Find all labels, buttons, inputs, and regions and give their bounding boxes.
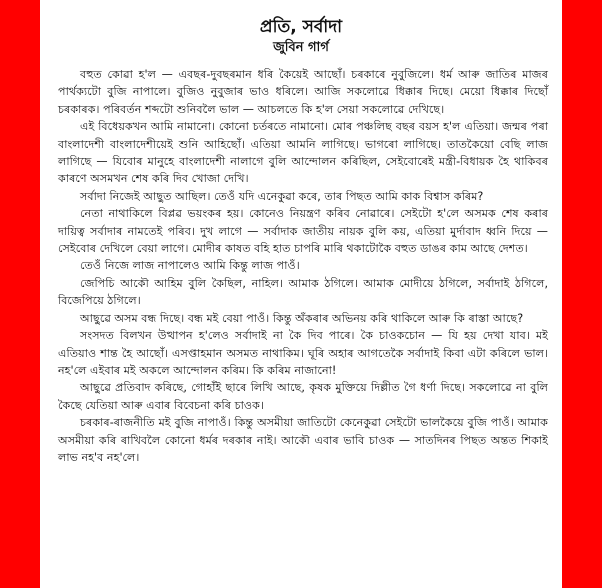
paragraph: বহুত কোৱা হ'ল — এবছৰ-দুবছৰমান ধৰি কৈয়েই আছোঁ। চৰকাৰে নুবুজিলে। ধৰ্ম আৰু জাতিৰ মাজৰ পাৰ্থক্যটো বুজি নাপালে। বুজিও নুবুজাৰ ভাও ধৰিলে। আজি সকলোৱে ধিক্কাৰ দিছে। মেয়ো ধিক্কাৰ দিছোঁ চৰকাৰক। পৰিবৰ্তন শব্দটো শুনিবলৈ ভাল — আচলতে কি হ'ল সেয়া সকলোৱে দেখিছে। bbox=[58, 68, 548, 116]
paragraph: তেওঁ নিজে লাজ নাপালেও আমি কিন্তু লাজ পাওঁ। bbox=[80, 259, 300, 273]
article-page bbox=[40, 0, 562, 588]
paragraph: সৰ্বাদা নিজেই আছুত আছিল। তেওঁ যদি এনেকুৱা কৰে, তাৰ পিছত আমি কাক বিশ্বাস কৰিম? bbox=[80, 189, 484, 203]
paragraph: আছুৱে প্ৰতিবাদ কৰিছে, গোহাঁই ছাৰে লিখি আছে, কৃষক মুক্তিয়ে দিল্লীত গৈ ধৰ্ণা দিছে। সকলোৱে না বুলি কৈছে যেতিয়া আৰু এবাৰ বিবেচনা কৰি চাওক। bbox=[58, 381, 548, 412]
paragraph: চৰকাৰ-ৰাজনীতি মই বুজি নাপাওঁ। কিন্তু অসমীয়া জাতিটো কেনেকুৱা সেইটো ভালকৈয়ে বুজি পাওঁ। আমাক অসমীয়া কৰি ৰাখিবলৈ কোনো ধৰ্মৰ দৰকাৰ নাই। আকৌ এবাৰ ভাবি চাওক — সাতদিনৰ পিছত অন্তত শিকাই লাভ নহ'ব নহ'লে। bbox=[58, 416, 548, 464]
paragraph: নেতা নাথাকিলে বিপ্লৱ ভয়ংকৰ হয়। কোনেও নিয়ন্ত্ৰণ কৰিব নোৱাৰে। সেইটো হ'লে অসমক শেষ কৰাৰ দায়িত্ব সৰ্বাদাৰ নামতেই পৰিব। দুখ লাগে — সৰ্বাদাক জাতীয় নায়ক বুলি কয়, এতিয়া মুৰ্দাবাদ ধ্বনি দিয়ে — সেইবোৰ দেখিলে বেয়া লাগে। মোদীৰ কাষত বহি হাত চাপৰি মাৰি থকাটোকৈ বহুত ডাঙৰ কাম আছে দেশত। bbox=[58, 207, 548, 256]
paragraph: আছুৱে অসম বন্ধ দিছে। বন্ধ মই বেয়া পাওঁ। কিন্তু অঁকৰাৰ অভিনয় কৰি থাকিলে আৰু কি ৰাস্তা আছে? bbox=[80, 311, 524, 325]
article-body bbox=[58, 66, 548, 466]
paragraph: সংসদত বিলখন উত্থাপন হ'লেও সৰ্বাদাই না কৈ দিব পাৰে। কৈ চাওকচোন — যি হয় দেখা যাব। মই এতিয়াও শান্ত হৈ আছোঁ। এসপ্তাহমান অসমত নাথাকিম। ঘূৰি অহাৰ আগতেকৈ সৰ্বাদাই কিবা এটা কৰিলে ভাল। নহ'লে এইবাৰ মই অকলে আন্দোলন কৰিম। কি কৰিম নাজানো! bbox=[58, 329, 548, 377]
paragraph: জেপিচি আকৌ আহিম বুলি কৈছিল, নাহিল। আমাক ঠগিলে। আমাক মোদীয়ে ঠগিলে, সৰ্বাদাই ঠগিলে, বিজেপিয়ে ঠগিলে। bbox=[58, 276, 548, 308]
paragraph: এই বিধেয়কখন আমি নামানো। কোনো চৰ্তৰতে নামানো। মোৰ পঞ্চলিছ বছৰ বয়স হ'ল এতিয়া। জন্মৰ পৰা বাংলাদেশী বাংলাদেশীয়েই শুনি আহিছোঁ। এতিয়া আমনি লাগিছে। ভাগৰো লাগিছে। তাতকৈয়ো বেছি লাজ লাগিছে — যিবোৰ মানুহে বাংলাদেশী নালাগে বুলি আন্দোলন কৰিছিল, সেইবোৰেই মন্ত্ৰী-বিধায়ক হৈ থাকিবৰ কাৰণে অসমখন শেষ কৰি দিব খোজা দেখি। bbox=[58, 120, 548, 186]
article-author: জুবিন গাৰ্গ bbox=[273, 40, 329, 55]
article-title: প্ৰতি, সৰ্বাদা bbox=[259, 17, 343, 37]
